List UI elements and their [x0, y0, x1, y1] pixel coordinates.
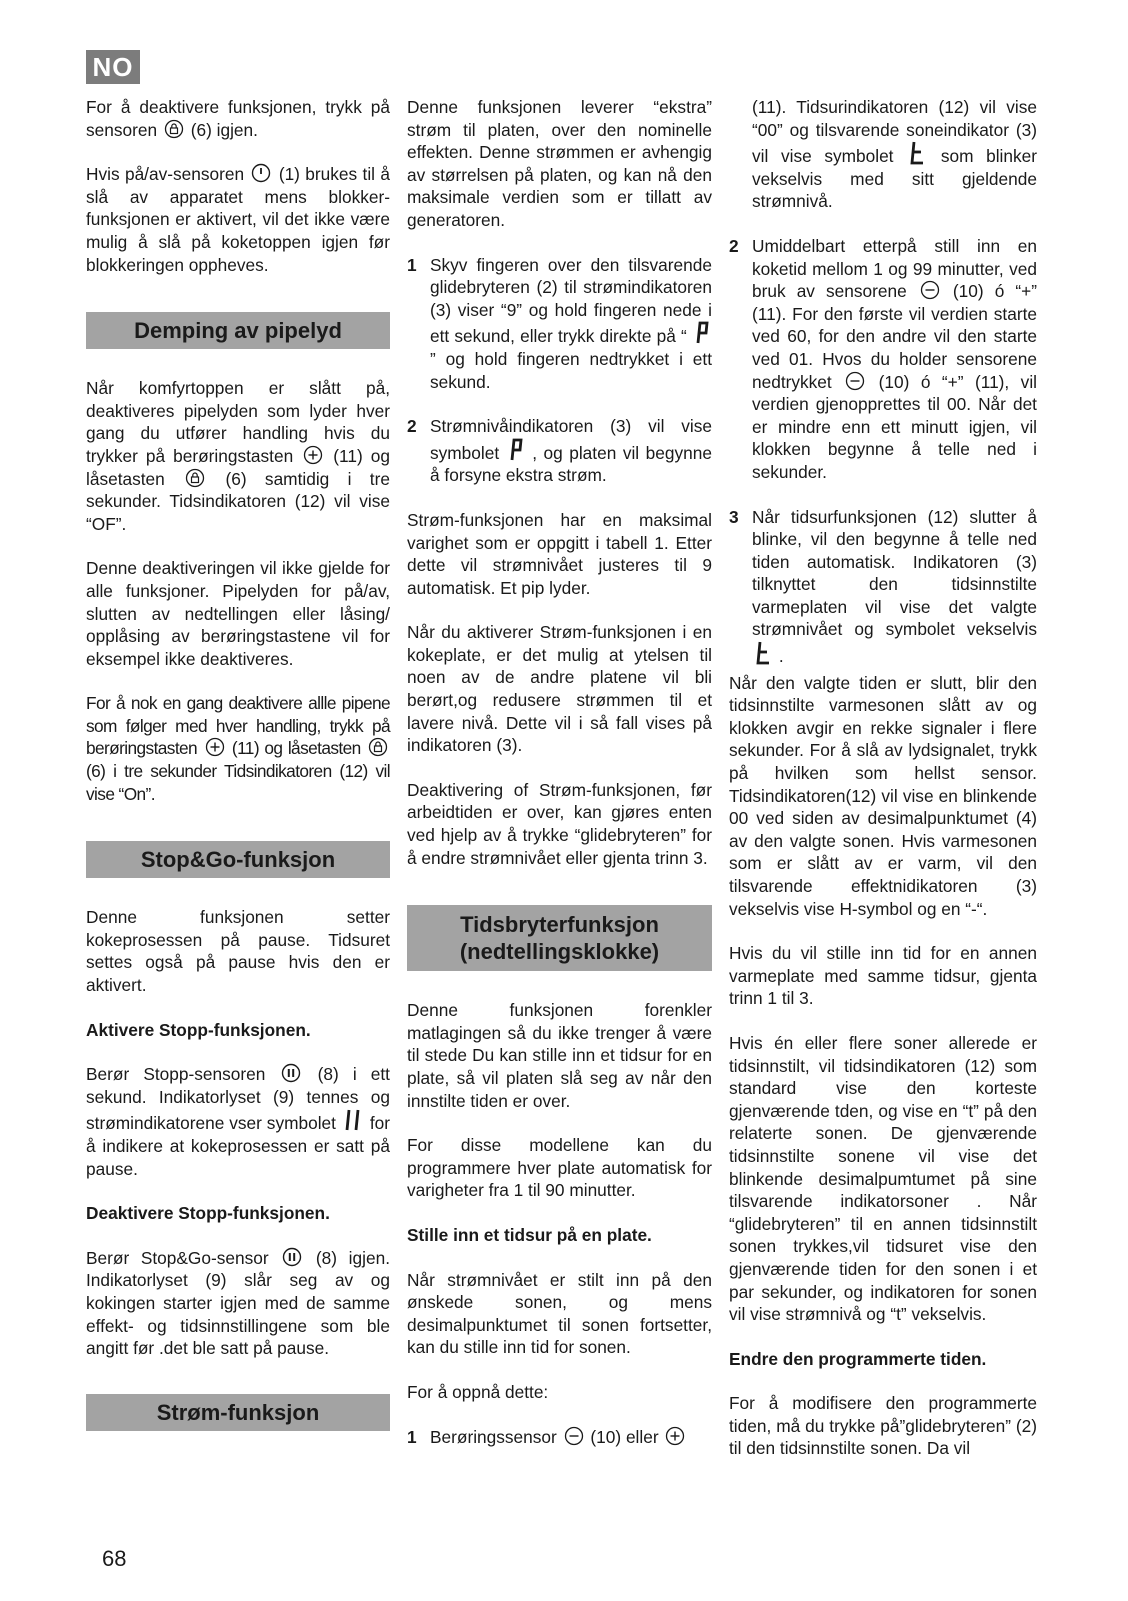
section-heading: Demping av pipelyd	[86, 312, 390, 349]
power-icon	[251, 163, 271, 183]
paragraph: Berør Stopp-sensoren (8) i ett sekund. Indikatorlyset (9) tennes og strømindikatorene vser symbolet for å indikere at kokeprosessen er satt på pause.	[86, 1064, 390, 1179]
lock-sensor-icon	[185, 468, 205, 488]
paragraph: For å modifisere den programmerte tiden, må du trykke på”glidebryteren” (2) til den tidsinnstilte sonen. Da vil	[729, 1393, 1037, 1459]
power-boost-p-symbol-icon	[694, 321, 710, 345]
section-heading: Strøm-funksjon	[86, 1394, 390, 1431]
section-heading: Tidsbryterfunksjon (nedtellingsklokke)	[407, 905, 712, 971]
pause-display-symbol-icon	[343, 1108, 363, 1132]
paragraph: Når komfyrtoppen er slått på, deaktiveres pipelyden som lyder hver gang du utfører handling hvis du trykker på berøringstasten (11) og låsetasten (6) samtidig i tre sekunder. Tidsindikatoren (12) vil vise “OF”.	[86, 378, 390, 534]
paragraph: Når den valgte tiden er slutt, blir den tidsinnstilte varmesonen slått av og klokken avgir en rekke signaler i flere sekunder. For å slå av lydsignalet, trykk på hvilken som hellst sensor. Tidsindikatoren(12) vil vise en blinkende 00 ved siden av desimalpunktumet (4) av den valgte sonen. Hvis varmesonen som er slått av er varm, vil den tilsvarende effektnidikatoren (3) vekselvis vise H-symbol og en “-“.	[729, 672, 1037, 919]
minus-icon	[564, 1426, 584, 1446]
column-1	[86, 96, 390, 1459]
paragraph: Denne deaktiveringen vil ikke gjelde for alle funksjoner. Pipelyden for på/av, slutten av nedtellingen eller låsing/ opplåsing av berøringstastene vil for eksempel ikke deaktiveres.	[86, 558, 390, 669]
language-badge: NO	[86, 50, 140, 84]
plus-icon	[665, 1426, 685, 1446]
lock-sensor-icon	[368, 737, 388, 757]
timer-t-symbol-icon	[754, 641, 772, 665]
subheading: Deaktivere Stopp-funksjonen.	[86, 1203, 330, 1224]
paragraph: Strøm-funksjonen har en maksimal varighet som er oppgitt i tabell 1. Etter dette vil strømnivået justeres til 9 automatisk. Et pip lyder.	[407, 509, 712, 598]
paragraph: For disse modellene kan du programmere hver plate automatisk for varigheter fra 1 til 90 minutter.	[407, 1135, 712, 1201]
numbered-step: 2 Umiddelbart etterpå still inn en koketid mellom 1 og 99 minutter, ved bruk av sensorene (10) ó “+” (11). For den første vil verdien starte ved 60, for den andre vil den starte ved 01. Hvos du holder sensorene nedtrykket (10) ó “+” (11), vil verdien gjenopprettes til 00. Når det er mindre enn ett minutt igjen, vil klokken begynne å telle ned i sekunder.	[729, 235, 1038, 482]
section-heading: Stop&Go-funksjon	[86, 841, 390, 878]
timer-t-symbol-icon	[908, 141, 926, 165]
paragraph: Når strømnivået er stilt inn på den ønskede sonen, og mens desimalpunktumet til sonen fortsetter, kan du stille inn tid for sonen.	[407, 1269, 712, 1358]
column-3	[729, 96, 1037, 1482]
paragraph: (11). Tidsurindikatoren (12) vil vise “00” og tilsvarende soneindikator (3) vil vise symbolet som blinker vekselvis med sitt gjeldende strømnivå.	[752, 97, 1038, 212]
paragraph: For å oppnå dette:	[407, 1381, 549, 1402]
plus-icon	[205, 737, 225, 757]
column-2	[407, 96, 712, 1470]
paragraph: Hvis du vil stille inn tid for en annen varmeplate med samme tidsur, gjenta trinn 1 til 3.	[729, 943, 1037, 1009]
paragraph: Deaktivering of Strøm-funksjonen, før arbeidtiden er over, kan gjøres enten ved hjelp av å trykke “glidebryteren” for å endre strømnivået eller gjenta trinn 3.	[407, 779, 712, 868]
subheading: Aktivere Stopp-funksjonen.	[86, 1019, 311, 1040]
numbered-step: 2 Strømnivåindikatoren (3) vil vise symbolet , og platen vil begynne å forsyne ekstra strøm.	[407, 416, 712, 486]
paragraph: For å deaktivere funksjonen, trykk på sensoren (6) igjen.	[86, 97, 390, 140]
paragraph: Berør Stop&Go-sensor (8) igjen. Indikatorlyset (9) slår seg av og kokingen starter igjen med de samme effekt- og tidsinnstillingene som ble angitt før .det ble satt på pause.	[86, 1247, 390, 1359]
pause-icon	[282, 1247, 302, 1267]
power-boost-p-symbol-icon	[508, 438, 524, 462]
paragraph: Hvis én eller flere soner allerede er tidsinnstilt, vil tidsindikatoren (12) som standard vise den korteste gjenværende tden, og vise en “t” på den relaterte sonen. De gjenværende tidsinnstilte sonene vil vise det blinkende desimalpumtumet på sine tilsvarende indikatorsoner . Når “glidebryteren” til en annen tidsinnstilt sonen trykkes,vil tidsuret vise den gjenværende tiden for den sonen i et par sekunder, og indikatoren for sonen vil vise strømnivå og “t” vekselvis.	[729, 1032, 1037, 1325]
paragraph: For å nok en gang deaktivere allle pipene som følger med hver handling, trykk på berøringstasten (11) og låsetasten (6) i tre sekunder Tidsindikatoren (12) vil vise “On”.	[86, 693, 390, 804]
paragraph: Når du aktiverer Strøm-funksjonen i en kokeplate, er det mulig at ytelsen til noen av de andre platene vil bli berørt,og redusere strømmen til et lavere nivå. Dette vil i så fall vises på indikatoren (3).	[407, 622, 712, 756]
lock-sensor-icon	[164, 119, 184, 139]
numbered-step: 3 Når tidsurfunksjonen (12) slutter å blinke, vil den begynne å telle ned tiden automatisk. Indikatoren (3) tilknyttet den tidsinnstilte varmeplaten vil vise det valgte strømnivået og symbolet vekselvis .	[729, 506, 1037, 667]
subheading: Stille inn et tidsur på en plate.	[407, 1224, 652, 1245]
paragraph: Hvis på/av-sensoren (1) brukes til å slå av apparatet mens blokker-funksjonen er aktivert, vil det ikke være mulig å slå på koketoppen igjen før blokkeringen oppheves.	[86, 164, 390, 275]
page-number: 68	[102, 1546, 127, 1571]
minus-icon	[920, 280, 940, 300]
paragraph: Denne funksjonen leverer “ekstra” strøm til platen, over den nominelle effekten. Denne strømmen er avhengig av størrelsen på platen, og kan nå den maksimale verdien som er tillatt av generatoren.	[407, 97, 712, 230]
paragraph: Denne funksjonen forenkler matlagingen så du ikke trenger å være til stede Du kan stille inn et tidsur for en plate, så vil platen slå seg av når den innstilte tiden er over.	[407, 1000, 712, 1111]
pause-icon	[281, 1063, 301, 1083]
plus-icon	[303, 445, 323, 465]
numbered-step: 1 Berøringssensor (10) eller	[407, 1426, 712, 1449]
numbered-step: 1 Skyv fingeren over den tilsvarende glidebryteren (2) til strømindikatoren (3) viser “9” og hold fingeren nede i ett sekund, eller trykk direkte på “ ” og hold fingeren nedtrykket i ett sekund.	[407, 254, 712, 392]
subheading: Endre den programmerte tiden.	[729, 1348, 987, 1369]
paragraph: Denne funksjonen setter kokeprosessen på pause. Tidsuret settes også på pause hvis den er aktivert.	[86, 907, 390, 996]
minus-icon	[845, 371, 865, 391]
